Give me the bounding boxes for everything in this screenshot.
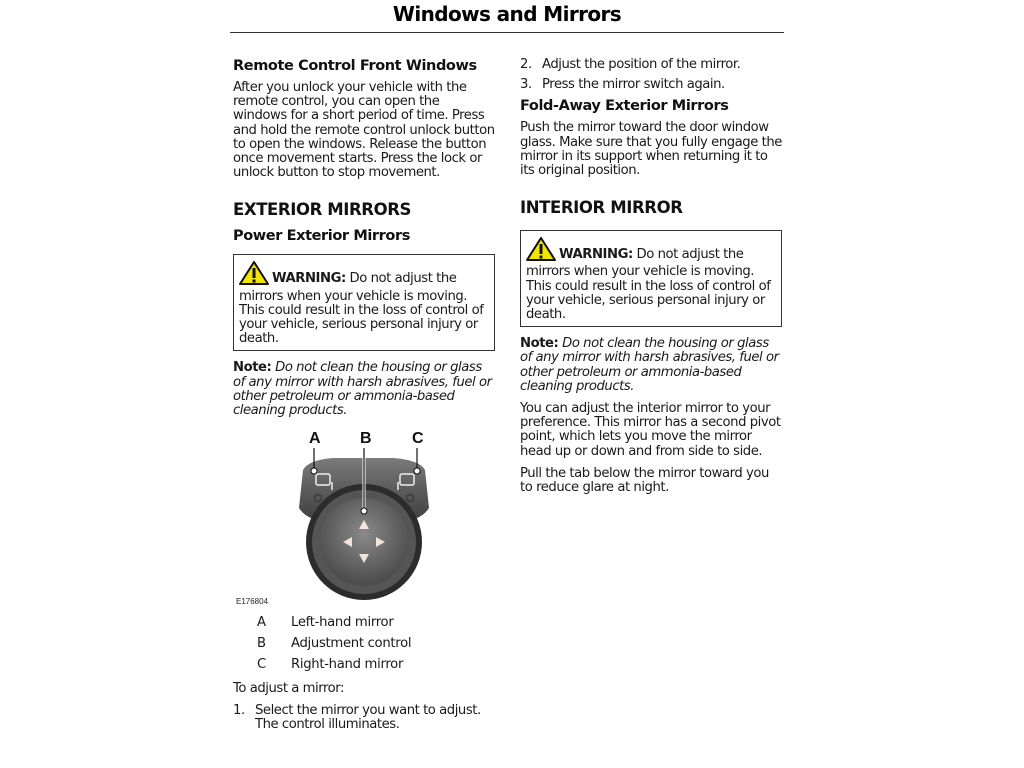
figure-legend: [257, 616, 495, 672]
note-label: Note:: [520, 336, 559, 352]
mirror-control-figure: [233, 426, 495, 608]
fold-away-text: Push the mirror toward the door window glass. Make sure that you fully engage the mirror in its support when returning it to its original position.: [520, 120, 782, 179]
step-item: 3. Press the mirror switch again.: [520, 77, 725, 93]
right-column: [520, 58, 782, 503]
adjust-intro: To adjust a mirror:: [233, 680, 345, 696]
note-text: Do not clean the housing or glass of any mirror with harsh abrasives, fuel or other petroleum or ammonia-based cleaning products.: [520, 336, 779, 394]
figure-label-a: A: [309, 430, 321, 448]
warning-triangle-icon: [526, 237, 556, 265]
page-title: Windows and Mirrors: [392, 2, 622, 26]
warning-text: Do not adjust the mirrors when your vehicle is moving. This could result in the loss of control of your vehicle, serious personal injury or death.: [526, 247, 771, 323]
note-text: Do not clean the housing or glass of any mirror with harsh abrasives, fuel or other petroleum or ammonia-based cleaning products.: [233, 360, 492, 419]
callout-dot-c: [414, 468, 420, 474]
fold-away-heading: Fold-Away Exterior Mirrors: [520, 98, 729, 115]
legend-row: C Right-hand mirror: [257, 656, 404, 672]
legend-row: A Left-hand mirror: [257, 615, 394, 631]
warning-label: WARNING:: [559, 247, 633, 263]
warning-box: [233, 254, 495, 351]
exterior-mirrors-heading: EXTERIOR MIRRORS: [233, 200, 412, 220]
note-paragraph: [233, 361, 495, 418]
left-column: [233, 58, 495, 738]
warning-triangle-icon: [239, 261, 269, 289]
warning-label: WARNING:: [272, 271, 346, 287]
interior-mirror-heading: INTERIOR MIRROR: [520, 198, 683, 218]
callout-dot-b: [361, 508, 367, 514]
note-label: Note:: [233, 360, 272, 376]
legend-row: B Adjustment control: [257, 635, 412, 651]
adjust-steps-continued: [520, 58, 782, 92]
note-paragraph: [520, 337, 782, 394]
figure-code: E176804: [236, 597, 269, 607]
glare-text: Pull the tab below the mirror toward you to reduce glare at night.: [520, 465, 769, 496]
step-item: 2. Adjust the position of the mirror.: [520, 57, 741, 72]
power-mirrors-heading: Power Exterior Mirrors: [233, 228, 410, 245]
remote-windows-text: After you unlock your vehicle with the remote control, you can open the windows for a short period of time. Press and hold the remote control unlock button to open the windows. Release the button once movement starts. Press the lock or unlock button to stop movement.: [233, 80, 495, 181]
remote-windows-heading: Remote Control Front Windows: [233, 58, 477, 74]
warning-text: Do not adjust the mirrors when your vehicle is moving. This could result in the loss of control of your vehicle, serious personal injury or death.: [239, 271, 484, 347]
adjust-steps-list: [233, 704, 495, 732]
interior-mirror-text: You can adjust the interior mirror to your preference. This mirror has a second pivot point, which lets you move the mirror head up or down and from side to side.: [520, 401, 781, 459]
step-item: 1. Select the mirror you want to adjust. The control illuminates.: [233, 703, 481, 733]
warning-box: [520, 230, 782, 327]
header-rule: [230, 32, 784, 33]
figure-label-c: C: [412, 430, 424, 448]
callout-dot-a: [311, 468, 317, 474]
mirror-switch-illustration: [233, 426, 495, 608]
figure-label-b: B: [360, 430, 372, 448]
